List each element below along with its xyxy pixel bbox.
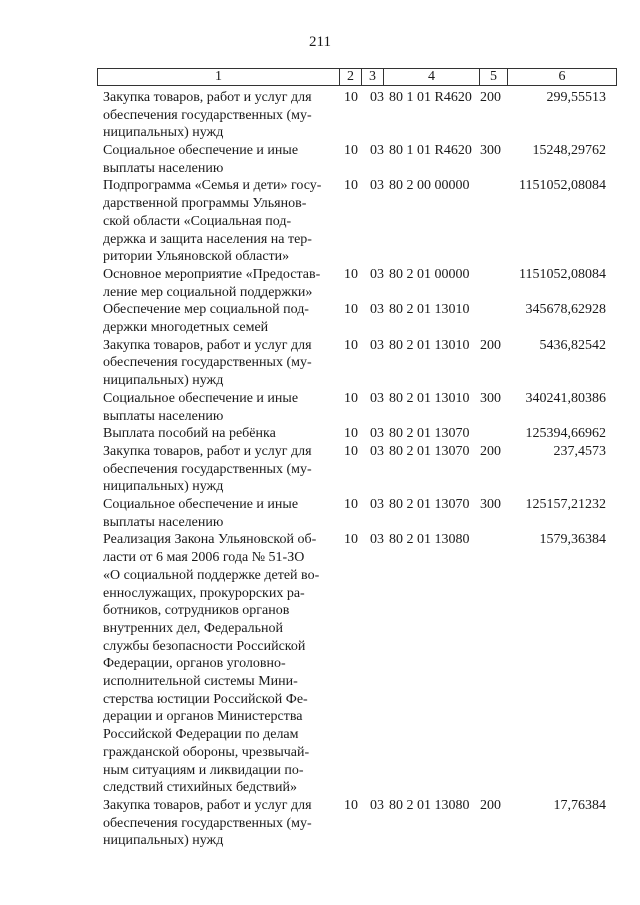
section-code: 10 [344,302,358,318]
amount: 345678,62928 [525,302,606,318]
target-article-code: 80 2 01 13010 [389,337,470,353]
row-description: Социальное обеспечение и иные выплаты населению [103,143,299,176]
table-row [0,531,640,797]
target-article-code: 80 2 01 13070 [389,443,470,459]
table-row [0,142,640,177]
section-code: 10 [344,337,358,353]
section-code: 10 [344,266,358,282]
row-description: Основное мероприятие «Предостав- ление мер социальной поддержки» [103,266,321,300]
subsection-code: 03 [370,143,384,159]
amount: 1151052,08084 [519,178,606,194]
row-description: Обеспечение мер социальной под- держки многодетных семей [103,302,309,336]
expense-type-code: 200 [480,797,501,813]
table-row [0,177,640,266]
target-article-code: 80 1 01 R4620 [389,90,472,105]
expense-type-code: 200 [480,90,501,105]
subsection-code: 03 [370,443,384,459]
table-row [0,443,640,496]
section-code: 10 [344,532,358,548]
subsection-code: 03 [370,426,384,442]
section-code: 10 [344,443,358,459]
amount: 125157,21232 [525,497,606,513]
row-description: Социальное обеспечение и иные выплаты населению [103,390,299,424]
expense-type-code: 300 [480,143,501,159]
target-article-code: 80 2 01 13070 [389,426,470,442]
row-description: Реализация Закона Ульяновской об- ласти от 6 мая 2006 года № 51-ЗО «О социальной поддержке детей во- еннослужащих, прокурорских ра- ботников, сотрудников органов внутренних дел, Федеральной службы безопасности Российской Федерации, органов уголовно- исполнительной системы Мини- стерства юстиции Российской Фе- дерации и органов Министерства Российской Федерации по делам гражданской обороны, чрезвычай- ным ситуациям и ликвидации по- следствий стихийных бедствий» [103,532,320,796]
target-article-code: 80 2 00 00000 [389,178,470,194]
row-description: Закупка товаров, работ и услуг для обеспечения государственных (му- ниципальных) нужд [103,337,312,389]
section-code: 10 [344,390,358,406]
amount: 340241,80386 [525,390,606,406]
subsection-code: 03 [370,178,384,194]
amount: 237,4573 [553,443,606,459]
row-description: Закупка товаров, работ и услуг для обеспечения государственных (му- ниципальных) нужд [103,90,312,141]
subsection-code: 03 [370,266,384,282]
table-row [0,301,640,336]
table-row [0,89,640,142]
section-code: 10 [344,426,358,442]
table-row [0,797,640,850]
subsection-code: 03 [370,390,384,406]
expense-type-code: 200 [480,337,501,353]
expense-type-code: 200 [480,443,501,459]
row-description: Социальное обеспечение и иные выплаты населению [103,497,299,530]
section-code: 10 [344,497,358,513]
header-col-1: 1 [98,69,340,85]
subsection-code: 03 [370,302,384,318]
table-row [0,390,640,425]
amount: 15248,29762 [532,143,606,159]
header-col-2: 2 [340,69,362,85]
subsection-code: 03 [370,337,384,353]
row-description: Выплата пособий на ребёнка [103,426,276,442]
table-row [0,496,640,531]
target-article-code: 80 1 01 R4620 [389,143,472,159]
header-col-6: 6 [558,69,566,84]
row-description: Подпрограмма «Семья и дети» госу- дарственной программы Ульянов- ской области «Социальная под- держка и защита населения на тер- ритории Ульяновской области» [103,178,322,265]
amount: 17,76384 [553,797,606,813]
target-article-code: 80 2 01 13080 [389,532,470,548]
page-number: 211 [309,34,331,50]
amount: 5436,82542 [539,337,606,353]
amount: 1151052,08084 [519,266,606,282]
header-col-4: 4 [384,69,480,85]
target-article-code: 80 2 01 13010 [389,302,470,318]
table-row [0,337,640,390]
row-description: Закупка товаров, работ и услуг для обеспечения государственных (му- ниципальных) нужд [103,443,312,495]
section-code: 10 [344,797,358,813]
table-body [0,89,640,850]
section-code: 10 [344,90,358,105]
expense-type-code: 300 [480,390,501,406]
amount: 125394,66962 [525,426,606,442]
table-row [0,266,640,301]
header-col-3: 3 [362,69,384,85]
header-col-5: 5 [480,69,508,85]
target-article-code: 80 2 01 00000 [389,266,470,282]
table-row [0,425,640,443]
target-article-code: 80 2 01 13010 [389,390,470,406]
row-description: Закупка товаров, работ и услуг для обеспечения государственных (му- ниципальных) нужд [103,797,312,849]
section-code: 10 [344,143,358,159]
subsection-code: 03 [370,797,384,813]
target-article-code: 80 2 01 13080 [389,797,470,813]
section-code: 10 [344,178,358,194]
amount: 1579,36384 [539,532,606,548]
amount: 299,55513 [546,90,606,105]
table-header [97,68,617,86]
target-article-code: 80 2 01 13070 [389,497,470,513]
subsection-code: 03 [370,90,384,105]
subsection-code: 03 [370,497,384,513]
subsection-code: 03 [370,532,384,548]
expense-type-code: 300 [480,497,501,513]
